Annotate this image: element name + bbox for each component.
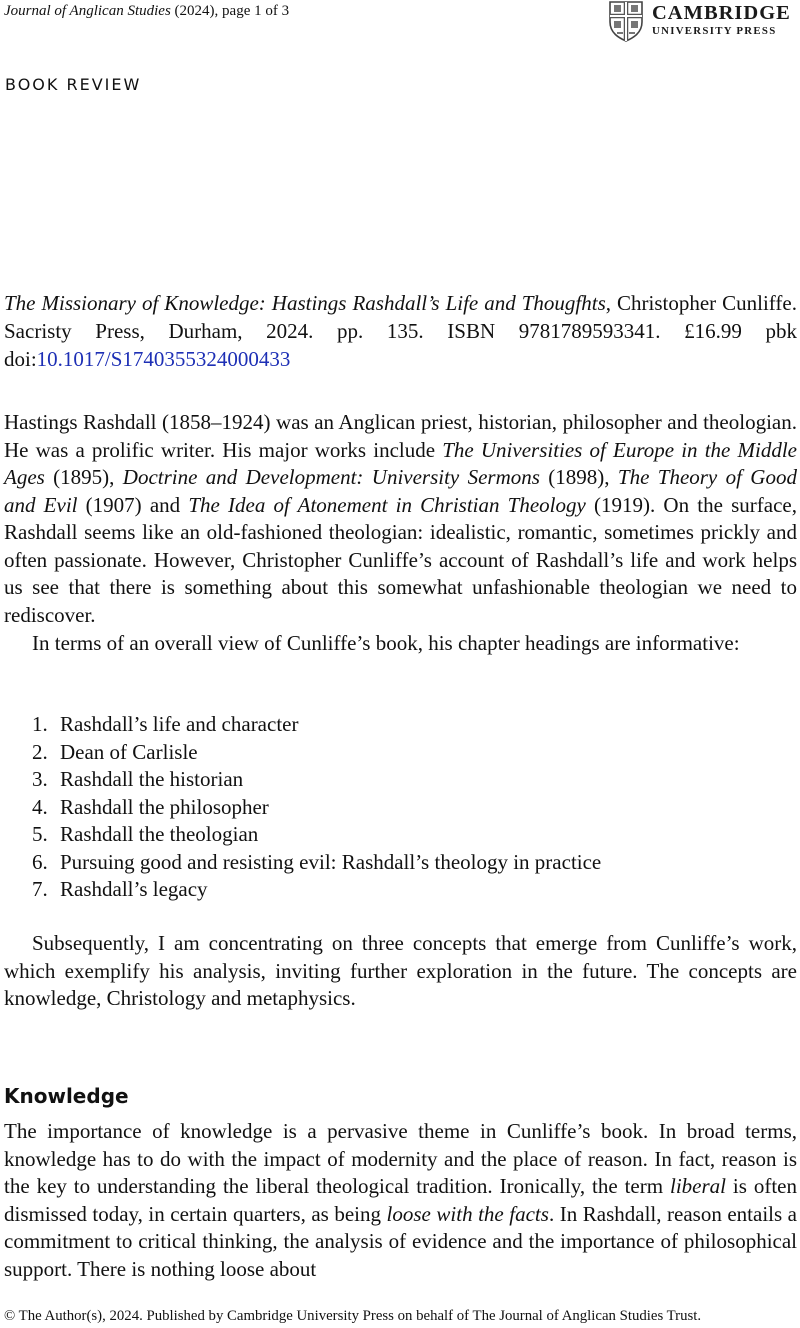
- cambridge-logo[interactable]: [608, 0, 798, 44]
- chapter-number: 1.: [32, 712, 48, 736]
- emphasis-text: loose with the facts: [386, 1201, 549, 1226]
- paragraph-intro: [4, 409, 797, 629]
- book-citation: [4, 289, 797, 373]
- text-run: The importance of knowledge is a pervasive theme in Cunliffe’s book. In broad terms, knowledge has to do with the impact of modernity and the place of reason. In fact, reason is the key to understanding the liberal theological tradition. Ironically, the term: [4, 1119, 797, 1198]
- list-item: [32, 876, 601, 904]
- work-title: The Universities of Europe in the Middle Ages: [4, 437, 797, 489]
- logo-cambridge: CAMBRIDGE: [652, 2, 791, 24]
- work-title: Doctrine and Development: University Sermons: [122, 465, 540, 489]
- section-heading-knowledge: Knowledge: [4, 1084, 129, 1108]
- work-title: The Theory of Good and Evil: [4, 465, 797, 517]
- list-item: [32, 794, 601, 822]
- chapter-number: 5.: [32, 822, 48, 846]
- paragraph-overview: In terms of an overall view of Cunliffe’s book, his chapter headings are informative:: [32, 631, 740, 655]
- text-run: is often dismissed today, in certain quarters, as being: [4, 1174, 797, 1226]
- paragraph-knowledge: [4, 1118, 797, 1283]
- chapter-title: Pursuing good and resisting evil: Rashdall’s theology in practice: [60, 849, 602, 874]
- list-item: [32, 849, 601, 877]
- chapter-title: Dean of Carlisle: [60, 739, 198, 764]
- copyright-footer: © The Author(s), 2024. Published by Cambridge University Press on behalf of The Journal of Anglican Studies Trust.: [4, 1308, 702, 1324]
- text-run: Hastings Rashdall (1858–1924) was an Anglican priest, historian, philosopher and theologian. He was a prolific writer. His major works include: [4, 410, 797, 462]
- doi-prefix: doi:: [4, 347, 37, 371]
- emphasis-text: liberal: [670, 1174, 726, 1198]
- work-title: The Idea of Atonement in Christian Theology: [188, 492, 586, 517]
- chapter-list: [32, 711, 601, 904]
- chapter-number: 4.: [32, 794, 48, 819]
- doi-link[interactable]: 10.1017/S1740355324000433: [36, 347, 291, 371]
- book-title: The Missionary of Knowledge: Hastings Rashdall’s Life and Thougfhts: [4, 291, 606, 315]
- list-item: [32, 711, 601, 739]
- chapter-title: Rashdall the theologian: [60, 822, 259, 846]
- chapter-title: Rashdall’s legacy: [60, 877, 208, 901]
- text-run: (1898),: [539, 465, 618, 489]
- text-run: (1919). On the surface, Rashdall seems like an old-fashioned theologian: idealistic, romantic, sometimes prickly and often passionate. However, Christopher Cunliffe’s account of Rashdall’s life and work helps us see that there is something about this somewhat unfashionable theologian we need to rediscover.: [4, 492, 797, 627]
- chapter-title: Rashdall the historian: [60, 767, 244, 791]
- journal-year-page: (2024), page 1 of 3: [170, 3, 290, 19]
- paragraph-concepts: Subsequently, I am concentrating on three concepts that emerge from Cunliffe’s work, which exemplify his analysis, inviting further exploration in the future. The concepts are knowledge, Christology and metaphysics.: [4, 931, 797, 1010]
- list-item: [32, 739, 601, 767]
- journal-title: Journal of Anglican Studies: [4, 3, 171, 19]
- chapter-title: Rashdall’s life and character: [60, 712, 299, 736]
- list-item: [32, 821, 601, 849]
- text-run: (1907) and: [77, 492, 189, 517]
- chapter-number: 7.: [32, 877, 48, 901]
- section-label: BOOK REVIEW: [5, 75, 142, 94]
- cambridge-shield-icon: [608, 0, 644, 42]
- chapter-title: Rashdall the philosopher: [60, 794, 269, 819]
- chapter-number: 6.: [32, 849, 48, 874]
- chapter-number: 2.: [32, 739, 48, 764]
- list-item: [32, 766, 601, 794]
- chapter-number: 3.: [32, 767, 48, 791]
- logo-university-press: UNIVERSITY PRESS: [652, 25, 777, 37]
- text-run: . In Rashdall, reason entails a commitment to critical thinking, the analysis of evidence and the importance of philosophical support. There is nothing loose about: [4, 1201, 798, 1281]
- book-details: , Christopher Cunliffe. Sacristy Press, Durham, 2024. pp. 135. ISBN 9781789593341. £16.99 pbk: [4, 291, 797, 343]
- text-run: (1895),: [44, 465, 123, 489]
- journal-running-header: [4, 0, 289, 22]
